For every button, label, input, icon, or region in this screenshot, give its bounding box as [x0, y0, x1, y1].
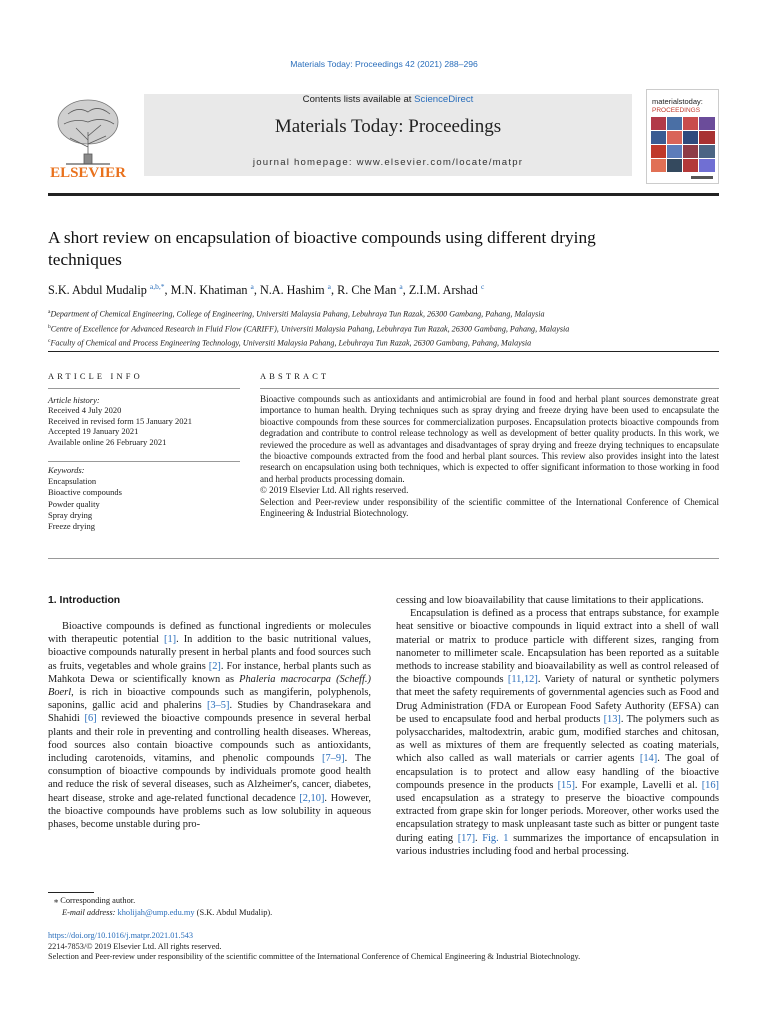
affiliation-marker: a [48, 309, 51, 315]
keyword-item: Spray drying [48, 509, 93, 520]
elsevier-tree-icon [48, 92, 128, 180]
keywords-label: Keywords: [48, 465, 85, 475]
author-name[interactable]: Z.I.M. Arshad [408, 283, 478, 298]
citation-link[interactable]: [16] [701, 779, 719, 791]
cover-title-b: PROCEEDINGS [652, 107, 701, 114]
author-affiliation-marker[interactable]: a [399, 282, 403, 291]
body-column-left [48, 620, 371, 831]
body-text: . Variety of natural or synthetic polymers that meet the safety requirements of governmental agencies such as Food and Drug Administration (FDA or European Food Safety Authority (EFSA) can be used to encapsulate food and herbal products [396, 674, 720, 725]
citation-link[interactable]: [7–9] [322, 753, 345, 765]
affiliation-divider [48, 351, 719, 352]
author-name[interactable]: M.N. Khatiman [170, 283, 248, 298]
page-footer [48, 931, 728, 963]
author-affiliation-marker[interactable]: a,b,* [149, 282, 165, 291]
article-history-label: Article history: [48, 395, 100, 405]
keyword-item: Powder quality [48, 498, 100, 509]
abstract-divider [260, 388, 719, 389]
article-info-heading: ARTICLE INFO [48, 372, 143, 381]
affiliation-text: Centre of Excellence for Advanced Research in Fluid Flow (CARIFF), Universiti Malaysia Pahang, Lebuhraya Tun Razak, 26300 Gambang, Pahang, Malaysia [50, 324, 570, 334]
body-column-right [396, 594, 719, 858]
affiliation-text: Faculty of Chemical and Process Engineering Technology, Universiti Malaysia Pahang, Lebuhraya Tun Razak, 26300 Gambang, Pahang, Malaysia [50, 339, 532, 349]
abstract-body [260, 394, 719, 519]
email-link[interactable]: kholijah@ump.edu.my [117, 908, 195, 917]
abstract-paragraph: Bioactive compounds such as antioxidants and antimicrobial are found in food and herbal plant sources demonstrate great importance to human health. Drying techniques such as spray drying and freeze drying have been used to encapsulate the bioactive compounds from these sources for commercialization purposes. Encapsulation protects bioactive compounds from degradation and contribute to control release technology as well as development of better quality products. In this work, we reviewed the procedure as well as advantages and disadvantages of spray drying and freeze drying techniques to encapsulate the bioactive compounds extracted from the food and herbal plant sources. This review also provides insight into the latest research on encapsulation using both techniques, which is expected to offer significant information to those working in food and herbal products processing domain. [260, 394, 719, 484]
body-text: . For example, Lavelli et al. [574, 779, 702, 791]
corresponding-author-note: ⁎ Corresponding author. [54, 896, 136, 905]
author-affiliation-marker[interactable]: a [250, 282, 254, 291]
body-text: . [475, 832, 483, 844]
sciencedirect-link[interactable]: ScienceDirect [414, 94, 474, 105]
author-name[interactable]: R. Che Man [337, 283, 397, 298]
body-text: . The goal of encapsulation is to protect and allow easy handling of the bioactive compounds presence in the products [396, 753, 720, 791]
citation-link[interactable]: [1] [164, 634, 177, 646]
affiliation-marker: c [48, 338, 51, 345]
body-text: used encapsulation as a strategy to preserve the bioactive compounds extracted from grape skin for longer periods. Moreover, other works used the encapsulation strategy to mask unpleasant taste such as bitter or pungent taste during eating [396, 793, 719, 844]
body-text: . The consumption of bioactive compounds by individuals promote good health and reduce the risk of several diseases, such as Alzheimer's, cancer, diabetes, heart disease, stroke and age-related functional decadence [48, 753, 371, 804]
author-name[interactable]: S.K. Abdul Mudalip [48, 283, 147, 298]
italic-text: Phaleria macrocarpa (Scheff.) Boerl [48, 673, 371, 699]
affiliation-text: Department of Chemical Engineering, College of Engineering, Universiti Malaysia Pahang, Lebuhraya Tun Razak, 26300 Gambang, Pahang, Malaysia [50, 309, 545, 319]
history-entry: Accepted 19 January 2021 [48, 426, 139, 437]
cover-title-a: materialstoday: [652, 97, 703, 106]
body-text: . In addition to the basic nutritional values, bioactive compounds naturally present in herbal plants and food sources such as fruits, vegetables and whole grains [48, 634, 372, 672]
citation-link[interactable]: [13] [603, 713, 621, 725]
citation-link[interactable]: [3–5] [206, 700, 230, 712]
contents-line [144, 94, 632, 105]
keyword-list [48, 465, 240, 532]
body-text: summarizes the importance of encapsulation in various industries including food and herbal processing. [396, 832, 719, 857]
citation-link[interactable]: Fig. 1 [482, 832, 509, 844]
journal-title: Materials Today: Proceedings [274, 116, 502, 137]
affiliation-item [48, 306, 719, 321]
elsevier-wordmark: ELSEVIER [50, 165, 126, 180]
abstract-peer-review: Selection and Peer-review under responsibility of the scientific committee of the International Conference of Chemical Engineering & Industrial Biotechnology. [260, 496, 719, 519]
body-text: . The polymers such as polysaccharides, maltodextrin, arabic gum, modified starches and chitosan, as well as mixtures of them are frequently selected as coating materials, which also called as wall materials or carrier agents [396, 713, 719, 765]
article-info-divider [48, 388, 240, 389]
homepage-url-link[interactable]: www.elsevier.com/locate/matpr [356, 157, 524, 168]
citation-link[interactable]: [14] [639, 753, 658, 765]
affiliation-list [48, 306, 719, 350]
intro-paragraph-2 [396, 607, 719, 858]
intro-paragraph-1 [48, 620, 371, 831]
citation-link[interactable]: [17] [457, 832, 476, 844]
body-text: , is rich in bioactive compounds such as mangiferin, polyphenols, saponins, gallic acid and phalerins [48, 687, 371, 712]
issn-copyright: 2214-7853/© 2019 Elsevier Ltd. All rights reserved. [48, 941, 222, 951]
body-text: . However, the bioactive compounds have problems such as low solubility in aqueous phases, become unstable during pro- [48, 792, 371, 831]
journal-header-band [144, 94, 632, 176]
intro-paragraph-continued: cessing and low bioavailability that cause limitations to their applications. [396, 595, 704, 606]
body-text: Encapsulation is defined as a process that entraps substance, for example heat sensitive or bioactive compounds in liquid extract into a shell of wall material or matrix to produce particle with different sizes, ranging from nanometer to millimeter scale. Encapsulation has been reported as a suitable methods to increase stability and bioavailability as well as control released of the bioactive compounds [396, 608, 719, 686]
keyword-item: Bioactive compounds [48, 487, 122, 498]
journal-cover-thumbnail[interactable] [646, 89, 719, 184]
footnotes [48, 895, 371, 919]
author-affiliation-marker[interactable]: a [327, 282, 331, 291]
author-name[interactable]: N.A. Hashim [259, 283, 325, 298]
footer-peer-review: Selection and Peer-review under responsibility of the scientific committee of the International Conference of Chemical Engineering & Industrial Biotechnology. [48, 952, 581, 961]
history-entry: Received 4 July 2020 [48, 405, 122, 416]
footnote-divider [48, 892, 94, 893]
body-text: reviewed the bioactive compounds presence in several herbal plants and their role in preventing and controlling health diseases. Whereas, food sources also contain bioactive compounds such as antioxidants, including carotenoids, vitamins, and phenolic compounds [48, 713, 371, 765]
citation-link[interactable]: [6] [84, 713, 97, 725]
body-text: . Studies by Chandrasekara and Shahidi [48, 700, 371, 725]
journal-cover-image [647, 90, 719, 184]
abstract-copyright: © 2019 Elsevier Ltd. All rights reserved. [260, 485, 409, 496]
author-affiliation-marker[interactable]: c [480, 282, 485, 291]
article-title: A short review on encapsulation of bioactive compounds using different drying techniques [48, 228, 596, 269]
citation-link[interactable]: [2] [208, 660, 221, 672]
email-footnote [48, 907, 371, 919]
email-suffix: (S.K. Abdul Mudalip). [194, 908, 273, 917]
article-history [48, 395, 240, 447]
elsevier-logo[interactable] [48, 92, 128, 180]
contents-prefix: Contents lists available at [302, 94, 415, 105]
email-label: E-mail address: [62, 908, 118, 917]
body-text: . For instance, herbal plants such as Mahkota Dewa or scientifically known as [48, 660, 371, 685]
introduction-heading: 1. Introduction [48, 595, 121, 606]
body-text: Bioactive compounds is defined as functional ingredients or molecules with therapeutic potential [48, 621, 371, 646]
keyword-item: Freeze drying [48, 521, 95, 532]
history-entry: Received in revised form 15 January 2021 [48, 415, 192, 426]
citation-link[interactable]: [15] [557, 779, 575, 791]
journal-homepage-line [144, 157, 632, 168]
keyword-item: Encapsulation [48, 476, 97, 487]
homepage-prefix: journal homepage: [252, 157, 357, 168]
masthead-divider [48, 193, 719, 196]
abstract-bottom-divider [48, 558, 719, 559]
author-list: S.K. Abdul Mudalip $^{a,b,*}$, M.N. Khatiman $^a$, N.A. Hashim $^a$, R. Che Man $^a$, Z.I.M. Arshad $^c$ [48, 282, 485, 298]
journal-masthead [48, 86, 719, 186]
doi-link[interactable]: https://doi.org/10.1016/j.matpr.2021.01.543 [48, 931, 194, 940]
citation-link[interactable]: [11,12] [507, 674, 538, 686]
affiliation-marker: b [48, 323, 51, 330]
keywords-divider [48, 461, 240, 462]
journal-citation-link[interactable]: Materials Today: Proceedings 42 (2021) 288–296 [290, 59, 478, 69]
affiliation-item [48, 321, 719, 336]
abstract-heading: ABSTRACT [260, 372, 330, 381]
affiliation-item [48, 335, 719, 350]
citation-link[interactable]: [2,10] [299, 792, 325, 804]
history-entry: Available online 26 February 2021 [48, 436, 167, 447]
